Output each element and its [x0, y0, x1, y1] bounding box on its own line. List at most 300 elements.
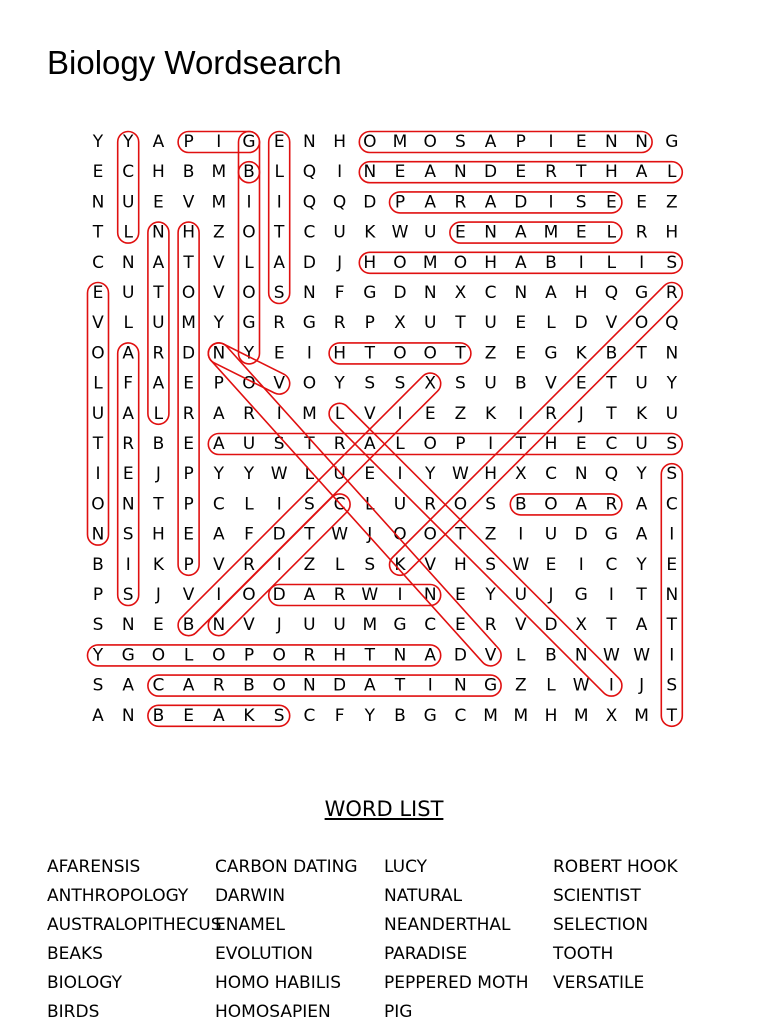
grid-cell[interactable]: X: [575, 615, 588, 636]
grid-cell[interactable]: L: [606, 252, 617, 273]
grid-cell[interactable]: S: [92, 675, 104, 696]
grid-cell[interactable]: L: [334, 554, 345, 575]
grid-cell[interactable]: Z: [303, 554, 316, 575]
grid-cell[interactable]: G: [484, 675, 498, 696]
grid-cell[interactable]: Z: [484, 343, 497, 364]
grid-cell[interactable]: R: [333, 434, 346, 454]
grid-cell[interactable]: L: [304, 464, 315, 485]
grid-cell[interactable]: M: [634, 705, 649, 726]
grid-cell[interactable]: R: [273, 313, 286, 334]
grid-cell[interactable]: H: [484, 252, 497, 273]
grid-cell[interactable]: V: [212, 252, 225, 273]
grid-cell[interactable]: R: [605, 494, 618, 515]
grid-cell[interactable]: C: [212, 494, 225, 515]
grid-cell[interactable]: U: [635, 434, 648, 454]
grid-cell[interactable]: V: [212, 283, 225, 303]
grid-cell[interactable]: V: [514, 615, 527, 636]
grid-cell[interactable]: B: [182, 615, 195, 636]
grid-cell[interactable]: V: [182, 585, 195, 605]
grid-cell[interactable]: O: [302, 373, 317, 394]
grid-cell[interactable]: Z: [454, 403, 467, 424]
grid-cell[interactable]: N: [152, 222, 165, 243]
grid-cell[interactable]: A: [545, 283, 557, 303]
grid-cell[interactable]: G: [423, 705, 437, 726]
grid-cell[interactable]: E: [545, 554, 557, 575]
grid-cell[interactable]: Q: [332, 192, 347, 213]
grid-cell[interactable]: B: [394, 705, 406, 726]
grid-cell[interactable]: R: [635, 222, 648, 243]
grid-cell[interactable]: O: [272, 645, 286, 666]
grid-cell[interactable]: U: [303, 615, 316, 636]
grid-cell[interactable]: O: [423, 434, 437, 454]
grid-cell[interactable]: X: [394, 313, 406, 334]
grid-cell[interactable]: B: [152, 434, 165, 454]
grid-cell[interactable]: T: [606, 615, 617, 636]
grid-cell[interactable]: M: [543, 222, 559, 243]
grid-cell[interactable]: R: [182, 403, 195, 424]
grid-cell[interactable]: D: [272, 524, 286, 545]
grid-cell[interactable]: R: [152, 343, 165, 364]
grid-cell[interactable]: E: [153, 192, 164, 213]
grid-cell[interactable]: I: [95, 464, 101, 485]
grid-cell[interactable]: G: [363, 283, 377, 303]
grid-cell[interactable]: O: [242, 222, 256, 243]
grid-cell[interactable]: E: [666, 554, 678, 575]
grid-cell[interactable]: S: [364, 373, 376, 394]
grid-cell[interactable]: S: [666, 675, 678, 696]
grid-cell[interactable]: E: [424, 403, 436, 424]
grid-cell[interactable]: H: [152, 524, 165, 545]
grid-cell[interactable]: Y: [92, 132, 104, 152]
grid-cell[interactable]: M: [513, 705, 529, 726]
grid-cell[interactable]: S: [455, 373, 466, 394]
grid-cell[interactable]: R: [484, 615, 497, 636]
grid-cell[interactable]: P: [92, 585, 104, 605]
grid-cell[interactable]: O: [393, 524, 407, 545]
grid-cell[interactable]: L: [183, 645, 194, 666]
grid-cell[interactable]: G: [242, 132, 256, 152]
grid-cell[interactable]: E: [92, 283, 104, 303]
grid-cell[interactable]: C: [92, 252, 104, 273]
grid-cell[interactable]: T: [455, 524, 466, 545]
grid-cell[interactable]: Y: [92, 645, 104, 666]
grid-cell[interactable]: E: [455, 222, 466, 243]
grid-cell[interactable]: N: [303, 132, 316, 152]
grid-cell[interactable]: N: [393, 645, 407, 666]
grid-cell[interactable]: C: [605, 434, 618, 454]
grid-cell[interactable]: C: [152, 675, 165, 696]
grid-cell[interactable]: E: [394, 162, 406, 183]
grid-cell[interactable]: A: [152, 252, 165, 273]
grid-cell[interactable]: P: [455, 434, 466, 454]
grid-cell[interactable]: I: [488, 434, 494, 454]
grid-cell[interactable]: Y: [334, 373, 345, 394]
grid-cell[interactable]: N: [454, 162, 467, 183]
grid-cell[interactable]: H: [333, 343, 346, 364]
grid-cell[interactable]: R: [333, 585, 346, 605]
grid-cell[interactable]: U: [91, 403, 105, 424]
grid-cell[interactable]: C: [122, 162, 135, 183]
grid-cell[interactable]: P: [364, 313, 375, 334]
grid-cell[interactable]: U: [333, 464, 346, 485]
grid-cell[interactable]: P: [213, 373, 224, 394]
grid-cell[interactable]: I: [276, 192, 282, 213]
grid-cell[interactable]: N: [514, 283, 528, 303]
grid-cell[interactable]: C: [454, 705, 467, 726]
grid-cell[interactable]: G: [302, 313, 316, 334]
grid-cell[interactable]: Q: [604, 283, 619, 303]
grid-cell[interactable]: E: [183, 434, 194, 454]
grid-cell[interactable]: L: [667, 162, 677, 183]
grid-cell[interactable]: H: [152, 162, 165, 183]
grid-cell[interactable]: B: [514, 373, 527, 394]
grid-cell[interactable]: R: [424, 494, 437, 515]
grid-cell[interactable]: A: [484, 192, 497, 213]
grid-cell[interactable]: W: [331, 524, 349, 545]
grid-cell[interactable]: B: [152, 705, 165, 726]
grid-cell[interactable]: Y: [243, 343, 255, 364]
grid-cell[interactable]: O: [393, 343, 407, 364]
grid-cell[interactable]: C: [303, 705, 316, 726]
grid-cell[interactable]: I: [276, 403, 282, 424]
grid-cell[interactable]: I: [608, 675, 614, 696]
grid-cell[interactable]: U: [423, 313, 437, 334]
grid-cell[interactable]: A: [484, 132, 497, 152]
grid-cell[interactable]: E: [153, 615, 164, 636]
grid-cell[interactable]: G: [604, 524, 618, 545]
grid-cell[interactable]: E: [92, 162, 104, 183]
grid-cell[interactable]: T: [606, 403, 617, 424]
grid-cell[interactable]: D: [484, 162, 498, 183]
grid-cell[interactable]: N: [91, 192, 105, 213]
grid-cell[interactable]: G: [635, 283, 649, 303]
grid-cell[interactable]: I: [548, 192, 554, 213]
grid-cell[interactable]: T: [666, 615, 677, 636]
grid-cell[interactable]: I: [669, 524, 675, 545]
grid-cell[interactable]: A: [303, 585, 316, 605]
grid-cell[interactable]: I: [276, 554, 282, 575]
grid-cell[interactable]: N: [212, 343, 226, 364]
grid-cell[interactable]: V: [484, 645, 497, 666]
grid-cell[interactable]: O: [91, 343, 105, 364]
grid-cell[interactable]: L: [516, 645, 526, 666]
grid-cell[interactable]: A: [635, 615, 648, 636]
grid-cell[interactable]: I: [548, 132, 554, 152]
grid-cell[interactable]: C: [333, 494, 346, 515]
grid-cell[interactable]: O: [453, 494, 468, 515]
grid-cell[interactable]: V: [212, 554, 225, 575]
grid-cell[interactable]: U: [333, 615, 346, 636]
grid-cell[interactable]: N: [574, 645, 588, 666]
grid-cell[interactable]: A: [212, 705, 225, 726]
grid-cell[interactable]: T: [364, 343, 375, 364]
grid-cell[interactable]: N: [121, 252, 135, 273]
grid-cell[interactable]: O: [393, 252, 407, 273]
grid-cell[interactable]: S: [485, 494, 496, 515]
grid-cell[interactable]: T: [153, 494, 164, 515]
grid-cell[interactable]: A: [273, 252, 286, 273]
grid-cell[interactable]: O: [453, 252, 468, 273]
grid-cell[interactable]: R: [454, 192, 467, 213]
grid-cell[interactable]: V: [182, 192, 195, 213]
grid-cell[interactable]: Y: [636, 554, 647, 575]
grid-cell[interactable]: X: [605, 705, 618, 726]
grid-cell[interactable]: I: [578, 554, 584, 575]
grid-cell[interactable]: N: [303, 283, 316, 303]
grid-cell[interactable]: O: [181, 283, 196, 303]
grid-cell[interactable]: A: [152, 373, 165, 394]
grid-cell[interactable]: D: [544, 615, 558, 636]
grid-cell[interactable]: J: [276, 615, 282, 636]
grid-cell[interactable]: V: [424, 554, 437, 575]
grid-cell[interactable]: O: [423, 524, 437, 545]
grid-cell[interactable]: C: [484, 283, 497, 303]
grid-cell[interactable]: P: [183, 494, 194, 515]
grid-cell[interactable]: U: [423, 222, 437, 243]
grid-cell[interactable]: B: [243, 162, 255, 183]
grid-cell[interactable]: O: [423, 343, 437, 364]
grid-cell[interactable]: H: [333, 645, 346, 666]
grid-cell[interactable]: T: [606, 373, 617, 394]
grid-cell[interactable]: F: [334, 283, 345, 303]
grid-cell[interactable]: Y: [666, 373, 677, 394]
grid-cell[interactable]: N: [665, 343, 679, 364]
grid-cell[interactable]: N: [121, 705, 135, 726]
grid-cell[interactable]: N: [121, 494, 135, 515]
grid-cell[interactable]: T: [92, 222, 104, 243]
grid-cell[interactable]: P: [183, 464, 194, 485]
grid-cell[interactable]: L: [244, 252, 254, 273]
grid-cell[interactable]: K: [394, 554, 406, 575]
grid-cell[interactable]: I: [427, 675, 433, 696]
grid-cell[interactable]: R: [545, 403, 557, 424]
grid-cell[interactable]: A: [212, 403, 225, 424]
grid-cell[interactable]: C: [303, 222, 316, 243]
grid-cell[interactable]: U: [242, 434, 256, 454]
grid-cell[interactable]: K: [364, 222, 376, 243]
grid-cell[interactable]: V: [273, 373, 286, 394]
grid-cell[interactable]: O: [363, 132, 377, 152]
grid-cell[interactable]: E: [575, 373, 587, 394]
grid-cell[interactable]: N: [121, 615, 135, 636]
grid-cell[interactable]: A: [575, 494, 588, 515]
grid-cell[interactable]: Z: [484, 524, 497, 545]
grid-cell[interactable]: J: [639, 675, 645, 696]
grid-cell[interactable]: Z: [665, 192, 678, 213]
grid-cell[interactable]: K: [152, 554, 164, 575]
grid-cell[interactable]: E: [122, 464, 134, 485]
grid-cell[interactable]: R: [243, 554, 255, 575]
grid-cell[interactable]: Y: [485, 585, 496, 605]
grid-cell[interactable]: N: [423, 585, 437, 605]
grid-cell[interactable]: G: [393, 615, 407, 636]
grid-cell[interactable]: S: [273, 705, 285, 726]
grid-cell[interactable]: L: [93, 373, 103, 394]
grid-cell[interactable]: E: [455, 615, 466, 636]
grid-cell[interactable]: H: [454, 554, 467, 575]
grid-cell[interactable]: N: [363, 162, 377, 183]
grid-cell[interactable]: D: [182, 343, 196, 364]
grid-cell[interactable]: T: [394, 675, 406, 696]
grid-cell[interactable]: S: [122, 524, 134, 545]
grid-cell[interactable]: E: [273, 132, 285, 152]
grid-cell[interactable]: M: [302, 403, 317, 424]
grid-cell[interactable]: Y: [243, 464, 255, 485]
grid-cell[interactable]: T: [636, 585, 647, 605]
grid-cell[interactable]: F: [123, 373, 134, 394]
grid-cell[interactable]: U: [514, 585, 528, 605]
grid-cell[interactable]: V: [545, 373, 557, 394]
grid-cell[interactable]: T: [576, 162, 587, 183]
grid-cell[interactable]: S: [666, 252, 678, 273]
grid-cell[interactable]: C: [424, 615, 437, 636]
grid-cell[interactable]: D: [574, 524, 588, 545]
grid-cell[interactable]: L: [546, 675, 556, 696]
grid-cell[interactable]: S: [364, 554, 376, 575]
grid-cell[interactable]: R: [243, 403, 255, 424]
grid-cell[interactable]: K: [636, 403, 648, 424]
grid-cell[interactable]: B: [514, 494, 527, 515]
grid-cell[interactable]: U: [665, 403, 679, 424]
grid-cell[interactable]: T: [92, 434, 104, 454]
grid-cell[interactable]: V: [363, 403, 376, 424]
grid-cell[interactable]: F: [334, 705, 345, 726]
grid-cell[interactable]: N: [454, 675, 467, 696]
grid-cell[interactable]: Q: [665, 313, 679, 334]
grid-cell[interactable]: A: [212, 524, 225, 545]
grid-cell[interactable]: V: [92, 313, 104, 334]
grid-cell[interactable]: D: [393, 283, 407, 303]
grid-cell[interactable]: U: [121, 192, 135, 213]
grid-cell[interactable]: O: [544, 494, 558, 515]
grid-cell[interactable]: A: [122, 675, 135, 696]
grid-cell[interactable]: V: [243, 615, 255, 636]
grid-cell[interactable]: O: [242, 585, 256, 605]
grid-cell[interactable]: I: [125, 554, 131, 575]
grid-cell[interactable]: E: [183, 524, 194, 545]
grid-cell[interactable]: N: [303, 675, 316, 696]
grid-cell[interactable]: I: [246, 192, 252, 213]
grid-cell[interactable]: W: [270, 464, 288, 485]
grid-cell[interactable]: K: [243, 705, 255, 726]
grid-cell[interactable]: F: [244, 524, 254, 545]
grid-cell[interactable]: U: [333, 222, 346, 243]
grid-cell[interactable]: T: [455, 343, 466, 364]
grid-cell[interactable]: S: [273, 283, 285, 303]
grid-cell[interactable]: S: [666, 434, 678, 454]
grid-cell[interactable]: E: [364, 464, 376, 485]
grid-cell[interactable]: I: [397, 403, 403, 424]
grid-cell[interactable]: O: [212, 645, 226, 666]
grid-cell[interactable]: Q: [302, 162, 317, 183]
grid-cell[interactable]: W: [361, 585, 379, 605]
grid-cell[interactable]: U: [152, 313, 165, 334]
grid-cell[interactable]: J: [578, 403, 584, 424]
grid-cell[interactable]: T: [153, 283, 164, 303]
grid-cell[interactable]: E: [515, 313, 527, 334]
grid-cell[interactable]: T: [274, 222, 285, 243]
grid-cell[interactable]: M: [483, 705, 498, 726]
grid-cell[interactable]: T: [666, 705, 677, 726]
grid-cell[interactable]: M: [211, 192, 227, 213]
grid-cell[interactable]: L: [244, 494, 254, 515]
grid-cell[interactable]: P: [243, 645, 255, 666]
grid-cell[interactable]: A: [514, 222, 527, 243]
grid-cell[interactable]: S: [92, 615, 104, 636]
grid-cell[interactable]: P: [515, 132, 526, 152]
grid-cell[interactable]: B: [92, 554, 104, 575]
grid-cell[interactable]: V: [605, 313, 618, 334]
grid-cell[interactable]: D: [363, 192, 377, 213]
grid-cell[interactable]: D: [302, 252, 316, 273]
grid-cell[interactable]: S: [122, 585, 134, 605]
grid-cell[interactable]: I: [669, 645, 675, 666]
grid-cell[interactable]: I: [337, 162, 343, 183]
grid-cell[interactable]: I: [397, 464, 403, 485]
grid-cell[interactable]: A: [122, 343, 135, 364]
grid-cell[interactable]: N: [212, 615, 226, 636]
grid-cell[interactable]: D: [272, 585, 286, 605]
grid-cell[interactable]: D: [453, 645, 467, 666]
grid-cell[interactable]: B: [182, 162, 195, 183]
grid-cell[interactable]: N: [423, 283, 437, 303]
grid-cell[interactable]: A: [152, 132, 165, 152]
grid-cell[interactable]: H: [544, 434, 558, 454]
grid-cell[interactable]: U: [635, 373, 648, 394]
grid-cell[interactable]: L: [365, 494, 375, 515]
grid-cell[interactable]: A: [182, 675, 195, 696]
grid-cell[interactable]: J: [367, 524, 373, 545]
grid-cell[interactable]: M: [181, 313, 196, 334]
grid-cell[interactable]: A: [635, 494, 648, 515]
grid-cell[interactable]: P: [183, 554, 194, 575]
grid-cell[interactable]: A: [424, 162, 437, 183]
grid-cell[interactable]: D: [333, 675, 347, 696]
grid-cell[interactable]: J: [548, 585, 554, 605]
grid-cell[interactable]: I: [397, 585, 403, 605]
grid-cell[interactable]: S: [666, 464, 678, 485]
grid-cell[interactable]: S: [273, 434, 285, 454]
grid-cell[interactable]: Y: [636, 464, 647, 485]
grid-cell[interactable]: R: [122, 434, 135, 454]
grid-cell[interactable]: A: [424, 645, 437, 666]
grid-cell[interactable]: R: [303, 645, 316, 666]
grid-cell[interactable]: M: [573, 705, 589, 726]
grid-cell[interactable]: A: [122, 403, 135, 424]
grid-cell[interactable]: O: [151, 645, 166, 666]
grid-cell[interactable]: I: [216, 585, 222, 605]
grid-cell[interactable]: Q: [302, 192, 317, 213]
grid-cell[interactable]: H: [605, 162, 618, 183]
grid-cell[interactable]: B: [243, 675, 255, 696]
grid-cell[interactable]: U: [484, 373, 497, 394]
grid-cell[interactable]: A: [212, 434, 225, 454]
grid-cell[interactable]: K: [575, 343, 587, 364]
grid-cell[interactable]: I: [276, 494, 282, 515]
grid-cell[interactable]: O: [272, 675, 286, 696]
grid-cell[interactable]: P: [183, 132, 194, 152]
grid-cell[interactable]: M: [392, 132, 408, 152]
grid-cell[interactable]: G: [574, 585, 588, 605]
grid-cell[interactable]: U: [484, 313, 497, 334]
grid-cell[interactable]: S: [394, 373, 406, 394]
grid-cell[interactable]: G: [544, 343, 558, 364]
grid-cell[interactable]: N: [635, 132, 648, 152]
grid-cell[interactable]: A: [424, 192, 437, 213]
grid-cell[interactable]: W: [572, 675, 590, 696]
grid-cell[interactable]: C: [605, 554, 618, 575]
grid-cell[interactable]: N: [484, 222, 497, 243]
